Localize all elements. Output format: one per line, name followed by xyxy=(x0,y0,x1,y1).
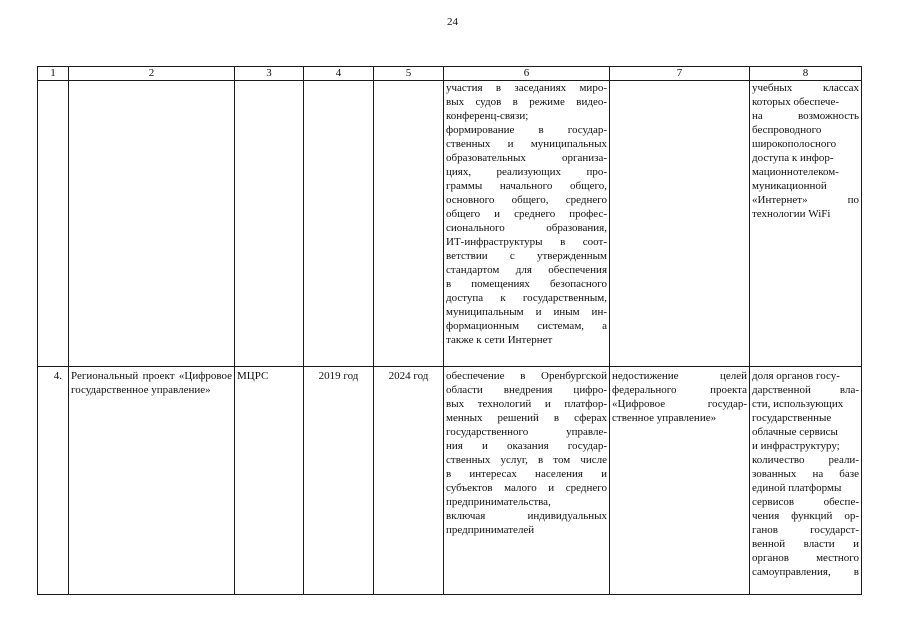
text-line: учебных классах xyxy=(752,82,859,94)
text-line: самоуправления, в xyxy=(752,566,859,578)
text-line: государственного управле- xyxy=(446,426,607,438)
responsible-cell: МЦРС xyxy=(235,367,304,595)
text-line: муниципальным и иным ин- xyxy=(446,306,607,318)
text-line: беспроводного xyxy=(752,124,822,136)
text-line: конференц-связи; xyxy=(446,110,529,122)
text-line: государственные xyxy=(752,412,832,424)
text-line: которых обеспече- xyxy=(752,96,840,108)
text-line: муникационной xyxy=(752,180,827,192)
text-line: основного общего, среднего xyxy=(446,194,607,206)
column-number: 5 xyxy=(374,67,444,81)
text-line: в интересах населения и xyxy=(446,468,607,480)
text-line: предпринимательства, xyxy=(446,496,551,508)
text-line: ния и оказания государ- xyxy=(446,440,607,452)
column-number: 7 xyxy=(610,67,750,81)
text-line: формирование в государ- xyxy=(446,124,607,136)
text-line: широкополосного xyxy=(752,138,837,150)
start-year-cell: 2019 год xyxy=(304,367,374,595)
goals-cell xyxy=(444,367,610,595)
text-line: технологии WiFi xyxy=(752,208,831,220)
text-line: также к сети Интернет xyxy=(446,334,553,346)
text-line: обеспечение в Оренбургской xyxy=(446,370,607,382)
text-line: «Интернет» по xyxy=(752,194,859,206)
text-line: субъектов малого и среднего xyxy=(446,482,607,494)
text-line: федерального проекта xyxy=(612,384,747,396)
text-line: на возможность xyxy=(752,110,859,122)
text-line: количество реали- xyxy=(752,454,859,466)
column-number: 2 xyxy=(69,67,235,81)
text-line: и инфраструктуру; xyxy=(752,440,840,452)
text-line: облачные сервисы xyxy=(752,426,838,438)
program-table xyxy=(37,66,862,595)
end-year-cell xyxy=(374,81,444,367)
page-number: 24 xyxy=(447,16,458,28)
column-number: 6 xyxy=(444,67,610,81)
text-line: сионального образования, xyxy=(446,222,607,234)
column-number: 4 xyxy=(304,67,374,81)
text-line: циях, реализующих про- xyxy=(446,166,607,178)
row-number-cell: 4. xyxy=(38,367,69,595)
text-line: стандартом для обеспечения xyxy=(446,264,607,276)
text-line: образовательных организа- xyxy=(446,152,607,164)
responsible-cell xyxy=(235,81,304,367)
text-line: вых технологий и платфор- xyxy=(446,398,607,410)
text-line: области внедрения цифро- xyxy=(446,384,607,396)
text-line: общего и среднего профес- xyxy=(446,208,607,220)
risks-cell xyxy=(610,367,750,595)
row-number-cell xyxy=(38,81,69,367)
text-line: участия в заседаниях миро- xyxy=(446,82,607,94)
column-number: 3 xyxy=(235,67,304,81)
text-line: зованных на базе xyxy=(752,468,859,480)
text-line: ственное управление» xyxy=(612,412,717,424)
project-name-cell xyxy=(69,81,235,367)
text-line: ИТ-инфраструктуры в соот- xyxy=(446,236,607,248)
column-number: 8 xyxy=(750,67,862,81)
text-line: венной власти и xyxy=(752,538,859,550)
text-line: недостижение целей xyxy=(612,370,747,382)
project-name-cell: Региональный проект «Цифровое государственное управление» xyxy=(69,367,235,595)
text-line: сервисов обеспе- xyxy=(752,496,859,508)
text-line: менных решений в сферах xyxy=(446,412,607,424)
indicators-cell xyxy=(750,367,862,595)
end-year-cell: 2024 год xyxy=(374,367,444,595)
text-line: ветствии с утвержденным xyxy=(446,250,607,262)
text-line: ственных услуг, в том числе xyxy=(446,454,607,466)
table-row xyxy=(38,367,862,595)
text-line: ганов государст- xyxy=(752,524,859,536)
text-line: граммы начального общего, xyxy=(446,180,607,192)
text-line: в помещениях безопасного xyxy=(446,278,607,290)
column-number: 1 xyxy=(38,67,69,81)
text-line: мационнотелеком- xyxy=(752,166,839,178)
text-line: чения функций ор- xyxy=(752,510,859,522)
text-line: доля органов госу- xyxy=(752,370,840,382)
text-line: предпринимателей xyxy=(446,524,535,536)
text-line: единой платформы xyxy=(752,482,842,494)
text-line: органов местного xyxy=(752,552,859,564)
start-year-cell xyxy=(304,81,374,367)
text-line: «Цифровое государ- xyxy=(612,398,747,410)
text-line: сти, использующих xyxy=(752,398,844,410)
text-line: вых судов в режиме видео- xyxy=(446,96,607,108)
text-line: дарственной вла- xyxy=(752,384,859,396)
text-line: включая индивидуальных xyxy=(446,510,607,522)
goals-cell xyxy=(444,81,610,367)
text-line: формационным системам, а xyxy=(446,320,607,332)
text-line: ственных и муниципальных xyxy=(446,138,607,150)
column-number-row xyxy=(38,67,862,81)
text-line: доступа к инфор- xyxy=(752,152,834,164)
risks-cell xyxy=(610,81,750,367)
text-line: доступа к государственным, xyxy=(446,292,607,304)
table-row xyxy=(38,81,862,367)
indicators-cell xyxy=(750,81,862,367)
